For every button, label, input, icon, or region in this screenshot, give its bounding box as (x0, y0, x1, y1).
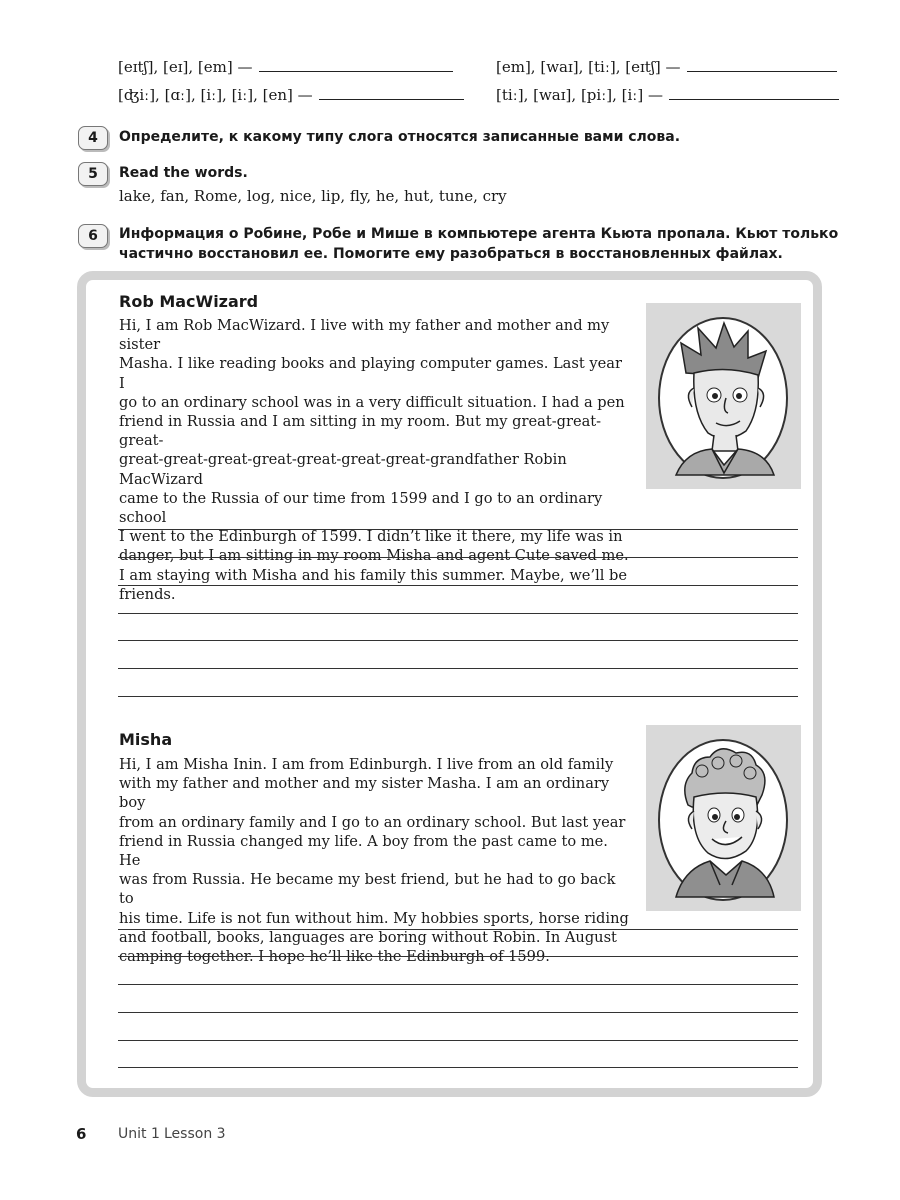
text-line: friend in Russia and I am sitting in my room. But my great-great-great- (119, 413, 602, 450)
phonetic-row (118, 86, 464, 104)
phonetic-text: [em], [waɪ], [tiː], [eɪtʃ] — (496, 58, 681, 76)
text-line: Masha. I like reading books and playing computer games. Last year I (119, 355, 622, 392)
phonetic-text: [ʤiː], [ɑː], [iː], [iː], [en] — (118, 86, 313, 104)
writing-line[interactable] (118, 984, 798, 985)
task-instruction-line: частично восстановил ее. Помогите ему разобраться в восстановленных файлах. (119, 246, 783, 262)
text-line: friend in Russia changed my life. A boy from the past came to me. He (119, 832, 608, 870)
phonetic-text: [eɪtʃ], [eɪ], [em] — (118, 58, 253, 76)
answer-line[interactable] (259, 71, 453, 72)
rob-portrait (646, 303, 801, 489)
text-line: with my father and mother and my sister Masha. I am an ordinary boy (119, 775, 610, 812)
task-number-badge: 6 (78, 224, 108, 248)
writing-line[interactable] (118, 557, 798, 558)
footer-unit: Unit 1 (118, 1126, 160, 1142)
task-instruction: Определите, к какому типу слога относятся записанные вами слова. (119, 129, 681, 145)
answer-line[interactable] (687, 71, 837, 72)
text-line: and football, books, languages are boring without Robin. In August (119, 928, 617, 946)
task-number-badge: 5 (78, 162, 108, 186)
character-text (119, 755, 631, 966)
text-line: I am staying with Misha and his family this summer. Maybe, we’ll be (119, 566, 628, 584)
phonetic-text: [tiː], [waɪ], [piː], [iː] — (496, 86, 663, 104)
page-number: 6 (76, 1125, 87, 1143)
writing-line[interactable] (118, 613, 798, 614)
writing-line[interactable] (118, 929, 798, 930)
boy-illustration (646, 303, 801, 489)
text-line: came to the Russia of our time from 1599 and I go to an ordinary school (119, 489, 603, 527)
writing-line[interactable] (118, 529, 798, 530)
writing-line[interactable] (118, 956, 798, 957)
task-instruction: Read the words. (119, 165, 248, 181)
text-line: from an ordinary family and I go to an ordinary school. But last year (119, 813, 626, 831)
phonetic-row (118, 58, 453, 76)
task-number-badge: 4 (78, 126, 108, 150)
writing-line[interactable] (118, 668, 798, 669)
task-instruction-line: Информация о Робине, Робе и Мише в компьютере агента Кьюта пропала. Кьют только (119, 226, 839, 242)
character-text (119, 316, 631, 604)
answer-line[interactable] (669, 99, 839, 100)
writing-line[interactable] (118, 1040, 798, 1041)
text-line: friends. (119, 585, 176, 603)
writing-line[interactable] (118, 696, 798, 697)
writing-line[interactable] (118, 640, 798, 641)
misha-portrait (646, 725, 801, 911)
footer-lesson: Lesson 3 (164, 1126, 226, 1142)
text-line: I went to the Edinburgh of 1599. I didn’t like it there, my life was in (119, 528, 623, 546)
phonetic-row (496, 86, 839, 104)
boy-illustration (646, 725, 801, 911)
writing-line[interactable] (118, 1067, 798, 1068)
character-name: Rob MacWizard (119, 292, 259, 311)
writing-line[interactable] (118, 585, 798, 586)
text-line: great-great-great-great-great-great-great-grandfather Robin MacWizard (119, 451, 567, 488)
text-line: go to an ordinary school was in a very difficult situation. I had a pen (119, 393, 625, 411)
text-line: was from Russia. He became my best friend, but he had to go back to (119, 871, 616, 908)
word-list: lake, fan, Rome, log, nice, lip, fly, he, hut, tune, cry (119, 187, 507, 205)
character-name: Misha (119, 730, 173, 749)
phonetic-row (496, 58, 837, 76)
text-line: danger, but I am sitting in my room Misha and agent Cute saved me. (119, 547, 629, 565)
text-line: Hi, I am Rob MacWizard. I live with my father and mother and my sister (119, 317, 610, 354)
writing-line[interactable] (118, 1012, 798, 1013)
text-line: his time. Life is not fun without him. My hobbies sports, horse riding (119, 909, 629, 927)
text-line: Hi, I am Misha Inin. I am from Edinburgh. I live from an old family (119, 756, 614, 773)
text-line: camping together. I hope he’ll like the Edinburgh of 1599. (119, 948, 550, 966)
answer-line[interactable] (319, 99, 464, 100)
